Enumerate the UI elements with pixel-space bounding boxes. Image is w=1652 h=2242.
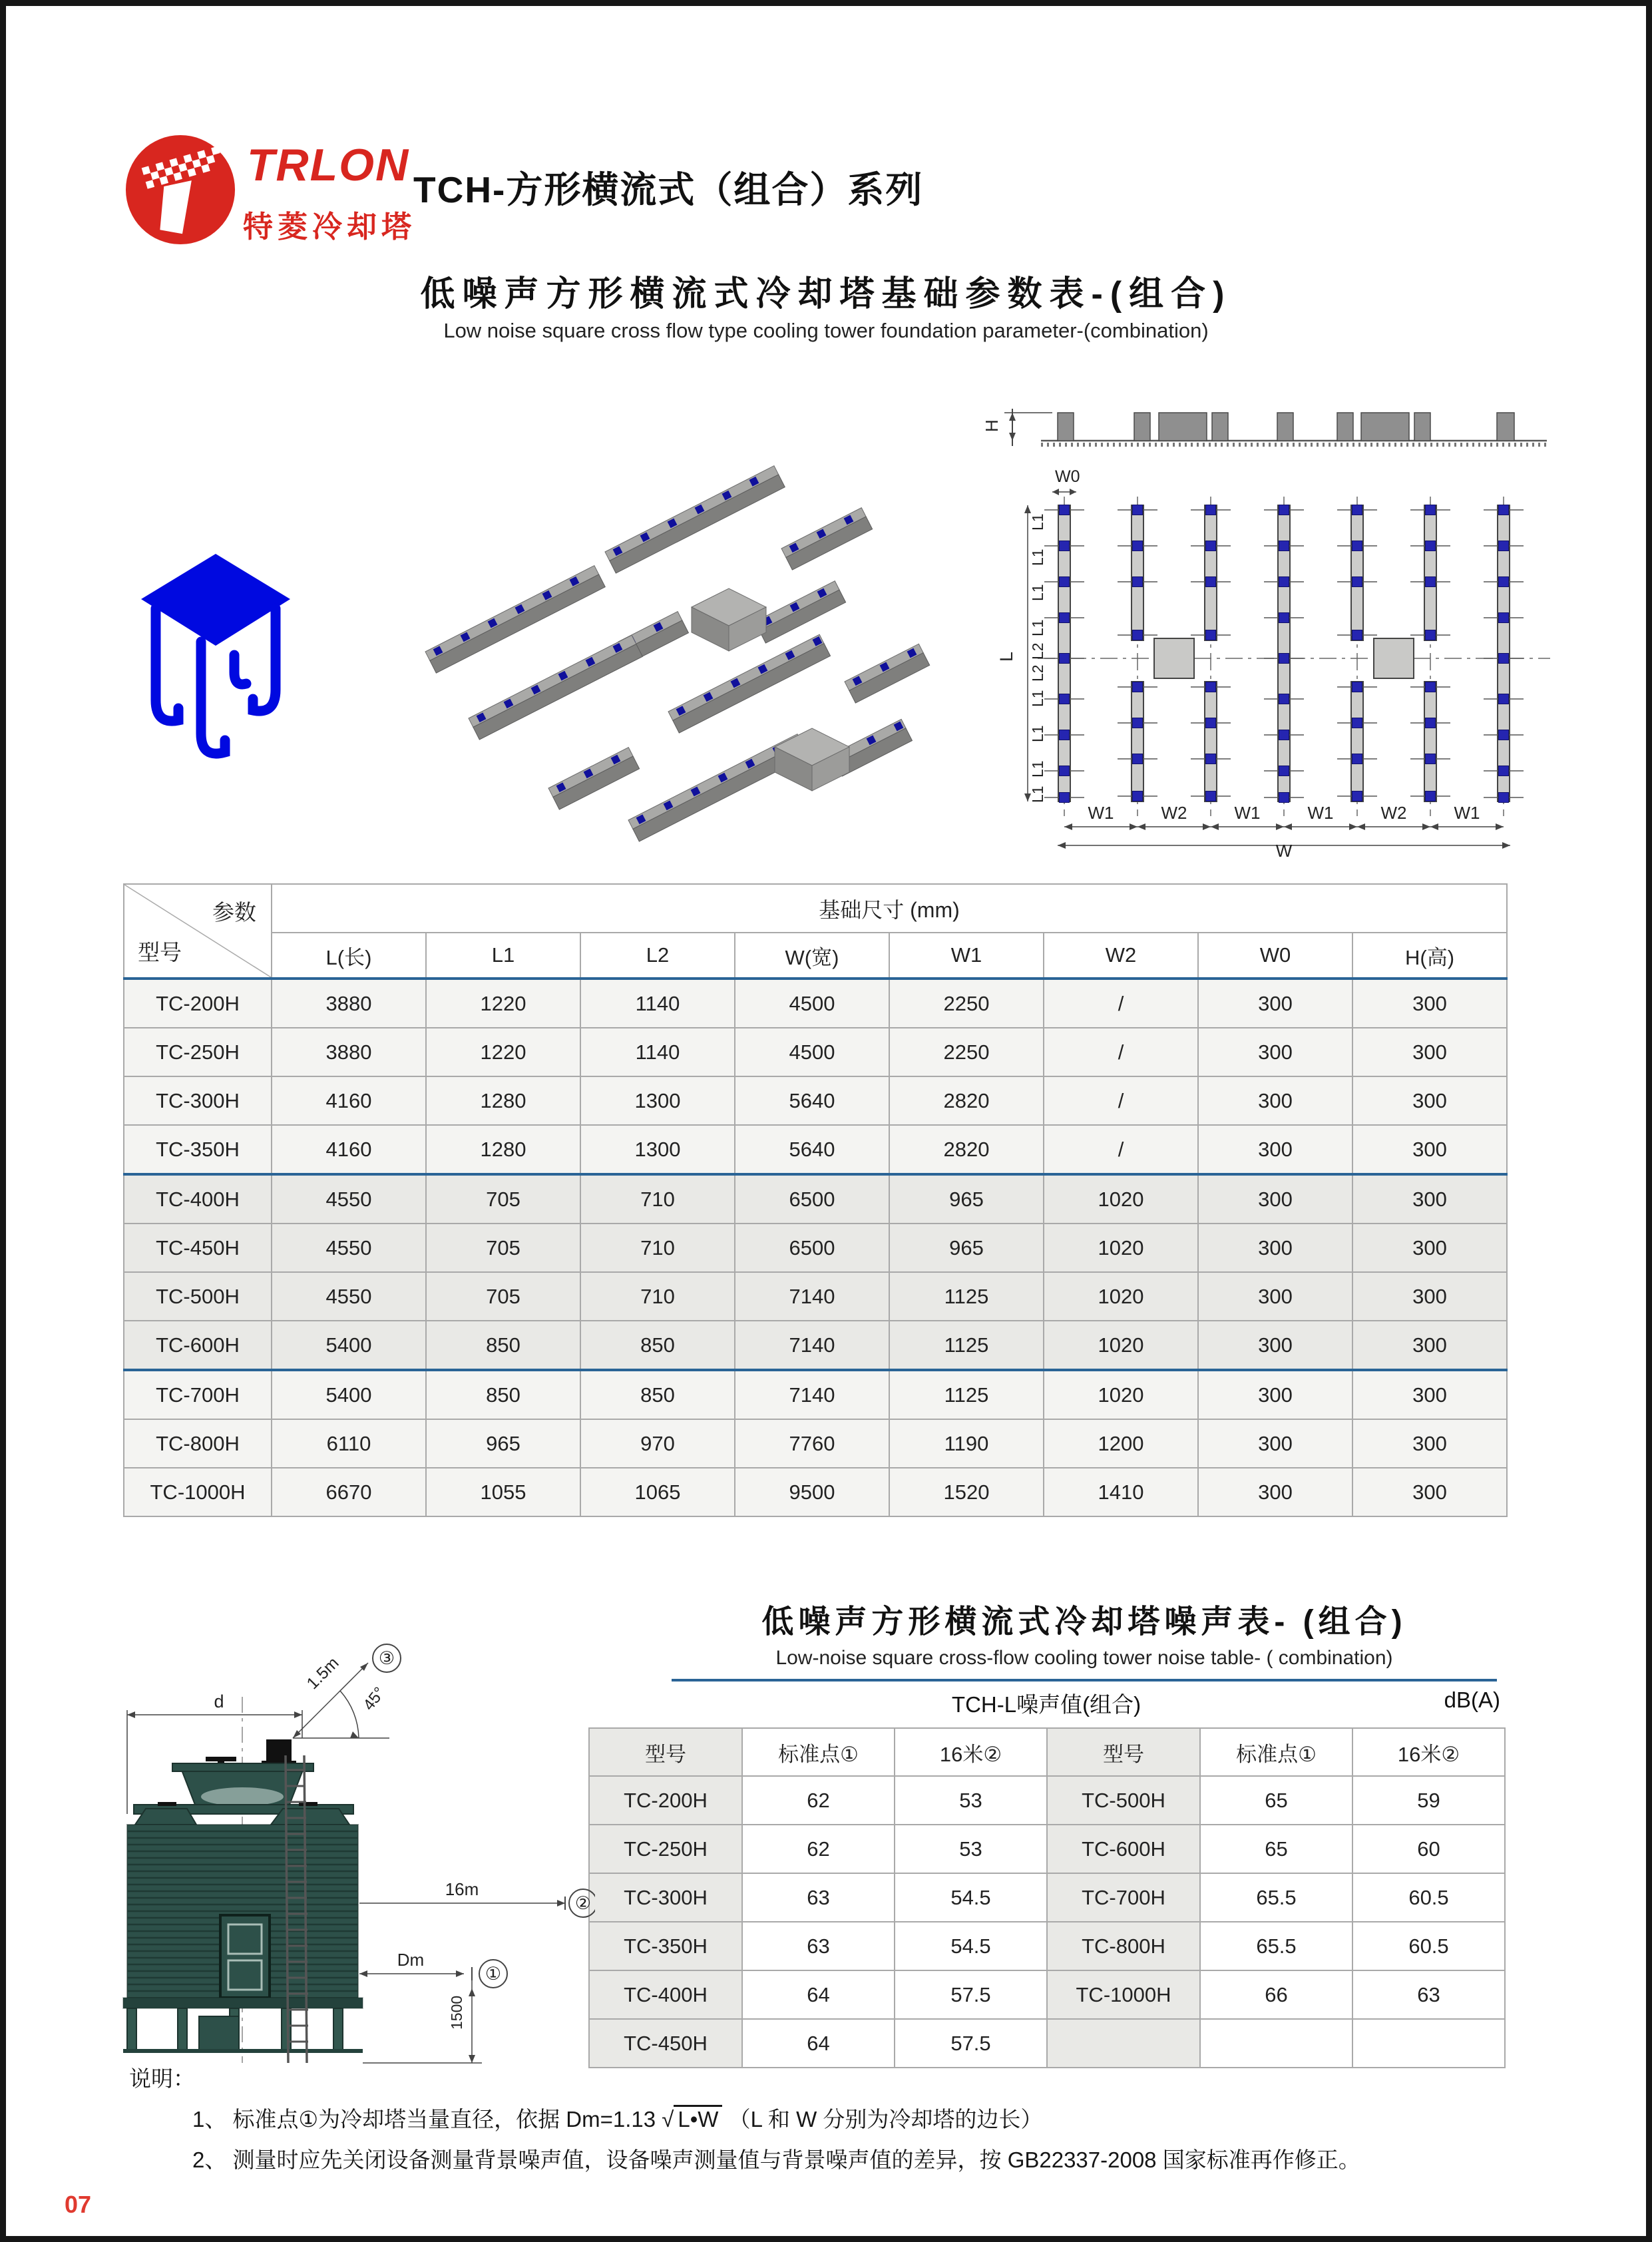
anchor-bolt xyxy=(1499,730,1509,740)
table-cell: 2250 xyxy=(889,979,1044,1028)
table-cell: 54.5 xyxy=(895,1873,1047,1922)
foundation-parameter-table xyxy=(123,883,1508,1517)
table-cell: 1020 xyxy=(1044,1174,1198,1224)
anchor-bolt xyxy=(1426,754,1436,764)
table-cell: TC-600H xyxy=(124,1321,272,1370)
plan-label-w0: W0 xyxy=(1055,467,1080,486)
table-cell: 710 xyxy=(580,1174,735,1224)
anchor-bolt xyxy=(1060,766,1070,776)
table-row xyxy=(589,1825,1505,1873)
table-cell: 5640 xyxy=(735,1076,889,1125)
svg-text:L1: L1 xyxy=(1029,619,1046,636)
foundation-beam xyxy=(469,635,642,740)
anchor-bolt xyxy=(1060,613,1070,623)
table-cell: / xyxy=(1044,979,1198,1028)
plan-beam xyxy=(1132,505,1143,640)
table-cell: 7760 xyxy=(735,1419,889,1468)
anchor-bolt xyxy=(1133,541,1143,551)
anchor-bolt xyxy=(1279,505,1289,515)
table-cell: 53 xyxy=(895,1776,1047,1825)
table-cell: 300 xyxy=(1198,979,1352,1028)
table-cell: 850 xyxy=(580,1370,735,1419)
table-row xyxy=(124,1370,1507,1419)
table-cell: 1020 xyxy=(1044,1370,1198,1419)
table-cell: TC-800H xyxy=(124,1419,272,1468)
table-cell: 60.5 xyxy=(1352,1873,1505,1922)
table-row xyxy=(124,1028,1507,1076)
table-cell: 965 xyxy=(426,1419,580,1468)
anchor-bolt xyxy=(1426,577,1436,587)
table-cell: 1220 xyxy=(426,1028,580,1076)
anchor-bolt xyxy=(1133,718,1143,728)
table-row xyxy=(124,1321,1507,1370)
table-cell: 5640 xyxy=(735,1125,889,1174)
svg-text:L1: L1 xyxy=(1029,690,1046,707)
plan-beam xyxy=(1424,505,1436,640)
plan-label-h: H xyxy=(982,419,1002,432)
anchor-bolt xyxy=(1426,718,1436,728)
table-cell: 850 xyxy=(580,1321,735,1370)
table-cell: TC-800H xyxy=(1047,1922,1200,1970)
notes-heading: 说明： xyxy=(129,2066,195,2091)
table-cell: 300 xyxy=(1352,1224,1507,1272)
table-cell: TC-200H xyxy=(124,979,272,1028)
tower-point-3: ③ xyxy=(378,1648,395,1668)
section1-title: 低噪声方形横流式冷却塔基础参数表-(组合) xyxy=(420,275,1232,314)
table-cell: 300 xyxy=(1352,1272,1507,1321)
note-item-1: 1、 标准点①为冷却塔当量直径，依据 Dm=1.13 √ L•W （L 和 W 分别为冷却塔的边长） xyxy=(192,2102,1580,2133)
table-cell: 65.5 xyxy=(1200,1873,1352,1922)
table-cell: 60 xyxy=(1352,1825,1505,1873)
table-cell: 1280 xyxy=(426,1076,580,1125)
svg-text:W1: W1 xyxy=(1234,803,1261,823)
table-cell: TC-450H xyxy=(124,1224,272,1272)
table-row xyxy=(589,1922,1505,1970)
anchor-bolt xyxy=(1499,541,1509,551)
table-cell: 60.5 xyxy=(1352,1922,1505,1970)
table-cell: 1200 xyxy=(1044,1419,1198,1468)
noise-table-supertitle: TCH-L噪声值(组合) xyxy=(951,1692,1141,1717)
table-row xyxy=(124,1419,1507,1468)
noise-column-headers: 型号 标准点① 16米② 型号 标准点① 16米② xyxy=(589,1728,1505,1776)
anchor-bolt xyxy=(1499,654,1509,664)
svg-text:L1: L1 xyxy=(1029,513,1046,531)
page-title: TCH-方形横流式（组合）系列 xyxy=(413,169,924,210)
notes-block xyxy=(129,2062,1580,2174)
anchor-bolt xyxy=(1206,630,1216,640)
table-cell: 9500 xyxy=(735,1468,889,1516)
table-cell xyxy=(1352,2019,1505,2068)
table-cell: 300 xyxy=(1352,1370,1507,1419)
corner-param-label: 参数 xyxy=(212,900,256,925)
table-cell: 1410 xyxy=(1044,1468,1198,1516)
table-cell: 300 xyxy=(1198,1321,1352,1370)
table-row xyxy=(124,1272,1507,1321)
table-cell: 2820 xyxy=(889,1125,1044,1174)
table-cell: 705 xyxy=(426,1224,580,1272)
table-cell: 705 xyxy=(426,1174,580,1224)
table-cell: 1055 xyxy=(426,1468,580,1516)
tower-schematic-icon xyxy=(136,549,296,768)
table-cell: 4500 xyxy=(735,979,889,1028)
anchor-bolt xyxy=(1352,791,1362,801)
svg-text:L1: L1 xyxy=(1029,549,1046,566)
table-cell: 62 xyxy=(742,1776,895,1825)
table-cell: 1300 xyxy=(580,1125,735,1174)
table-cell: TC-200H xyxy=(589,1776,742,1825)
table-cell: 300 xyxy=(1352,1321,1507,1370)
table-cell: TC-350H xyxy=(589,1922,742,1970)
table-cell: 300 xyxy=(1352,979,1507,1028)
table-cell: 1300 xyxy=(580,1076,735,1125)
svg-text:W2: W2 xyxy=(1161,803,1187,823)
table-cell: 1020 xyxy=(1044,1272,1198,1321)
plan-l-segments xyxy=(1029,513,1046,803)
table-cell: 300 xyxy=(1352,1125,1507,1174)
table-cell: 300 xyxy=(1198,1174,1352,1224)
svg-text:W1: W1 xyxy=(1454,803,1480,823)
table-cell: 4160 xyxy=(272,1076,426,1125)
table-cell: 300 xyxy=(1198,1076,1352,1125)
plan-beam xyxy=(1132,682,1143,801)
table-cell: 1020 xyxy=(1044,1224,1198,1272)
foundation-beam xyxy=(668,634,831,733)
table-cell: TC-700H xyxy=(124,1370,272,1419)
table-cell: TC-600H xyxy=(1047,1825,1200,1873)
foundation-beam xyxy=(425,566,605,673)
svg-text:L1: L1 xyxy=(1029,725,1046,742)
anchor-bolt xyxy=(1060,694,1070,704)
anchor-bolt xyxy=(1279,541,1289,551)
anchor-bolt xyxy=(1499,694,1509,704)
anchor-bolt xyxy=(1499,505,1509,515)
anchor-bolt xyxy=(1426,505,1436,515)
table-cell: 7140 xyxy=(735,1272,889,1321)
table-cell: TC-400H xyxy=(124,1174,272,1224)
table-cell xyxy=(1200,2019,1352,2068)
table-cell: 1280 xyxy=(426,1125,580,1174)
table-cell: TC-300H xyxy=(589,1873,742,1922)
table-cell: / xyxy=(1044,1125,1198,1174)
table-cell: TC-250H xyxy=(589,1825,742,1873)
table-cell: 65 xyxy=(1200,1825,1352,1873)
anchor-bolt xyxy=(1206,682,1216,692)
tower-dim-d: d xyxy=(214,1691,224,1711)
anchor-bolt xyxy=(1279,654,1289,664)
anchor-bolt xyxy=(1279,694,1289,704)
tower-dim-len: 1.5m xyxy=(303,1654,343,1693)
svg-text:L1: L1 xyxy=(1029,584,1046,601)
table-cell: TC-1000H xyxy=(1047,1970,1200,2019)
table-cell: 66 xyxy=(1200,1970,1352,2019)
anchor-bolt xyxy=(1499,613,1509,623)
table-cell: 965 xyxy=(889,1174,1044,1224)
table-cell: 300 xyxy=(1352,1174,1507,1224)
anchor-bolt xyxy=(1133,682,1143,692)
foundation-beam xyxy=(845,644,930,703)
table-cell: 57.5 xyxy=(895,1970,1047,2019)
table-cell: 63 xyxy=(1352,1970,1505,2019)
brand-name-cn: 特菱冷却塔 xyxy=(243,210,417,244)
table-cell: 300 xyxy=(1352,1076,1507,1125)
foundation-column-headers: L(长) L1 L2 W(宽) W1 W2 W0 H(高) xyxy=(124,933,1507,979)
table-cell: 850 xyxy=(426,1370,580,1419)
corner-header-cell xyxy=(124,884,272,979)
foundation-beam xyxy=(755,581,846,643)
anchor-bolt xyxy=(1279,577,1289,587)
table-cell: / xyxy=(1044,1076,1198,1125)
table-cell: 2820 xyxy=(889,1076,1044,1125)
noise-table xyxy=(588,1727,1506,2068)
table-cell: TC-300H xyxy=(124,1076,272,1125)
tower-dim-dm: Dm xyxy=(397,1950,425,1970)
table-row xyxy=(124,1468,1507,1516)
table-cell: 300 xyxy=(1198,1125,1352,1174)
table-cell: 64 xyxy=(742,1970,895,2019)
table-cell: 1520 xyxy=(889,1468,1044,1516)
table-cell: 710 xyxy=(580,1272,735,1321)
table-cell: 4550 xyxy=(272,1224,426,1272)
tower-elevation-drawing xyxy=(99,1597,595,2071)
table-cell: TC-400H xyxy=(589,1970,742,2019)
tower-point-2: ② xyxy=(574,1893,592,1913)
anchor-bolt xyxy=(1426,630,1436,640)
anchor-bolt xyxy=(1279,766,1289,776)
noise-unit-label: dB(A) xyxy=(1444,1687,1500,1712)
anchor-bolt xyxy=(1060,577,1070,587)
anchor-bolt xyxy=(1060,654,1070,664)
table-cell: 300 xyxy=(1198,1468,1352,1516)
anchor-bolt xyxy=(1206,754,1216,764)
table-cell: 6110 xyxy=(272,1419,426,1468)
anchor-bolt xyxy=(1060,541,1070,551)
table-cell xyxy=(1047,2019,1200,2068)
tower-point-1: ① xyxy=(485,1964,502,1984)
table-cell: 3880 xyxy=(272,1028,426,1076)
corner-model-label: 型号 xyxy=(138,940,182,965)
anchor-bolt xyxy=(1133,505,1143,515)
table-row xyxy=(124,1125,1507,1174)
brand-name: TRLON xyxy=(247,140,410,190)
section2-titles xyxy=(672,1596,1497,1682)
isometric-foundation-drawing xyxy=(405,449,971,851)
table-cell: 5400 xyxy=(272,1321,426,1370)
anchor-bolt xyxy=(1133,630,1143,640)
table-cell: 300 xyxy=(1198,1272,1352,1321)
page-number: 07 xyxy=(65,2191,92,2218)
section2-divider xyxy=(672,1679,1497,1682)
plan-beam xyxy=(1205,505,1217,640)
anchor-bolt xyxy=(1133,791,1143,801)
plan-beam xyxy=(1205,682,1217,801)
table-cell: 850 xyxy=(426,1321,580,1370)
table-cell: 64 xyxy=(742,2019,895,2068)
foundation-table-body xyxy=(124,979,1507,1516)
table-cell: 1125 xyxy=(889,1321,1044,1370)
table-cell: / xyxy=(1044,1028,1198,1076)
sqrt-radicand: L•W xyxy=(674,2105,722,2132)
table-cell: 3880 xyxy=(272,979,426,1028)
group-header: 基础尺寸 (mm) xyxy=(272,884,1507,933)
anchor-bolt xyxy=(1352,754,1362,764)
table-cell: 1190 xyxy=(889,1419,1044,1468)
table-row xyxy=(589,1776,1505,1825)
table-cell: 7140 xyxy=(735,1370,889,1419)
anchor-bolt xyxy=(1352,541,1362,551)
table-cell: TC-700H xyxy=(1047,1873,1200,1922)
anchor-bolt xyxy=(1133,577,1143,587)
table-cell: 1065 xyxy=(580,1468,735,1516)
plan-beam xyxy=(1351,682,1363,801)
table-cell: 300 xyxy=(1352,1028,1507,1076)
anchor-bolt xyxy=(1426,541,1436,551)
table-row xyxy=(124,979,1507,1028)
table-cell: 65.5 xyxy=(1200,1922,1352,1970)
table-cell: 59 xyxy=(1352,1776,1505,1825)
anchor-bolt xyxy=(1060,730,1070,740)
anchor-bolt xyxy=(1352,718,1362,728)
noise-table-supertitle-row xyxy=(588,1687,1504,1718)
table-cell: 65 xyxy=(1200,1776,1352,1825)
svg-text:L2: L2 xyxy=(1029,642,1046,660)
plan-label-w: W xyxy=(1275,841,1293,858)
table-row xyxy=(124,1224,1507,1272)
table-cell: TC-350H xyxy=(124,1125,272,1174)
foundation-plan-drawing xyxy=(964,369,1557,858)
table-cell: 1220 xyxy=(426,979,580,1028)
svg-text:W2: W2 xyxy=(1380,803,1407,823)
sqrt-sign: √ xyxy=(662,2107,674,2131)
table-cell: 1020 xyxy=(1044,1321,1198,1370)
table-cell: 6670 xyxy=(272,1468,426,1516)
anchor-bolt xyxy=(1499,577,1509,587)
table-cell: 970 xyxy=(580,1419,735,1468)
anchor-bolt xyxy=(1352,682,1362,692)
table-cell: 53 xyxy=(895,1825,1047,1873)
anchor-bolt xyxy=(1352,630,1362,640)
anchor-bolt xyxy=(1352,577,1362,587)
anchor-bolt xyxy=(1426,791,1436,801)
section1-subtitle: Low noise square cross flow type cooling tower foundation parameter-(combination) xyxy=(443,319,1209,342)
note-item-2: 2、 测量时应先关闭设备测量背景噪声值，设备噪声测量值与背景噪声值的差异，按 GB22337-2008 国家标准再作修正。 xyxy=(192,2147,1360,2172)
anchor-bolt xyxy=(1206,791,1216,801)
table-cell: 7140 xyxy=(735,1321,889,1370)
plan-label-l: L xyxy=(996,651,1016,662)
table-cell: 62 xyxy=(742,1825,895,1873)
table-cell: TC-500H xyxy=(1047,1776,1200,1825)
foundation-beam xyxy=(781,508,873,570)
anchor-bolt xyxy=(1060,793,1070,803)
table-cell: 300 xyxy=(1352,1419,1507,1468)
table-cell: 1140 xyxy=(580,1028,735,1076)
table-cell: 6500 xyxy=(735,1224,889,1272)
table-cell: 705 xyxy=(426,1272,580,1321)
anchor-bolt xyxy=(1426,682,1436,692)
tower-dim-angle: 45° xyxy=(359,1683,389,1714)
svg-text:W1: W1 xyxy=(1088,803,1114,823)
table-cell: 4500 xyxy=(735,1028,889,1076)
table-cell: 63 xyxy=(742,1873,895,1922)
tower-dim-1500: 1500 xyxy=(448,1995,465,2030)
section2-subtitle: Low-noise square cross-flow cooling tower noise table- ( combination) xyxy=(775,1647,1393,1669)
anchor-bolt xyxy=(1133,754,1143,764)
table-cell: 300 xyxy=(1198,1419,1352,1468)
anchor-bolt xyxy=(1352,505,1362,515)
plan-beam xyxy=(1424,682,1436,801)
anchor-bolt xyxy=(1279,793,1289,803)
table-cell: TC-450H xyxy=(589,2019,742,2068)
table-cell: 54.5 xyxy=(895,1922,1047,1970)
table-row xyxy=(589,1873,1505,1922)
table-cell: 300 xyxy=(1198,1028,1352,1076)
table-cell: 6500 xyxy=(735,1174,889,1224)
anchor-bolt xyxy=(1499,793,1509,803)
svg-text:L1: L1 xyxy=(1029,785,1046,803)
table-cell: 4550 xyxy=(272,1272,426,1321)
section2-title: 低噪声方形横流式冷却塔噪声表- (组合) xyxy=(761,1604,1407,1640)
table-cell: 1125 xyxy=(889,1272,1044,1321)
anchor-bolt xyxy=(1499,766,1509,776)
table-cell: TC-1000H xyxy=(124,1468,272,1516)
svg-text:L1: L1 xyxy=(1029,760,1046,778)
table-row xyxy=(589,1970,1505,2019)
plan-beam xyxy=(1351,505,1363,640)
table-row xyxy=(124,1076,1507,1125)
table-cell: 57.5 xyxy=(895,2019,1047,2068)
anchor-bolt xyxy=(1206,577,1216,587)
table-cell: 4160 xyxy=(272,1125,426,1174)
foundation-beam xyxy=(548,748,640,809)
svg-text:L2: L2 xyxy=(1029,664,1046,682)
anchor-bolt xyxy=(1279,730,1289,740)
anchor-bolt xyxy=(1206,505,1216,515)
anchor-bolt xyxy=(1206,541,1216,551)
svg-text:W1: W1 xyxy=(1307,803,1334,823)
table-cell: 1125 xyxy=(889,1370,1044,1419)
table-cell: 63 xyxy=(742,1922,895,1970)
table-cell: 300 xyxy=(1198,1224,1352,1272)
tower-dim-16m: 16m xyxy=(445,1879,479,1899)
anchor-bolt xyxy=(1060,505,1070,515)
table-cell: 1140 xyxy=(580,979,735,1028)
table-cell: 2250 xyxy=(889,1028,1044,1076)
table-cell: 965 xyxy=(889,1224,1044,1272)
table-cell: TC-500H xyxy=(124,1272,272,1321)
table-cell: TC-250H xyxy=(124,1028,272,1076)
table-cell: 710 xyxy=(580,1224,735,1272)
table-row xyxy=(589,2019,1505,2068)
table-cell: 5400 xyxy=(272,1370,426,1419)
trlon-logo-icon xyxy=(124,134,236,246)
anchor-bolt xyxy=(1279,613,1289,623)
table-cell: 300 xyxy=(1198,1370,1352,1419)
anchor-bolt xyxy=(1206,718,1216,728)
table-cell: 300 xyxy=(1352,1468,1507,1516)
table-cell: 4550 xyxy=(272,1174,426,1224)
foundation-beam xyxy=(605,466,785,573)
table-row xyxy=(124,1174,1507,1224)
noise-table-body xyxy=(589,1776,1505,2068)
